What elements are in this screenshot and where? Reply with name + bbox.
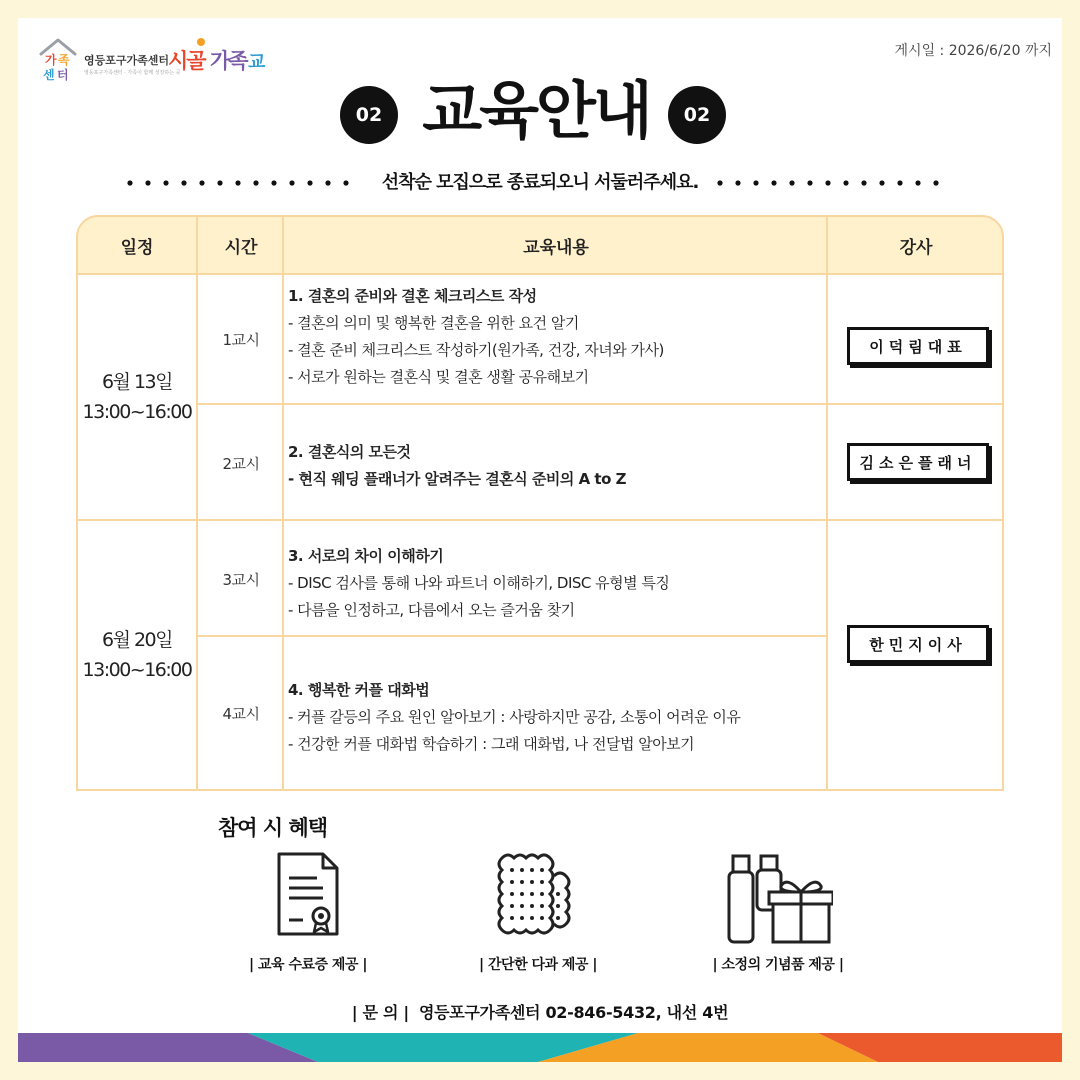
session-title: 4. 행복한 커플 대화법 bbox=[288, 681, 430, 699]
session-title: 2. 결혼식의 모든것 bbox=[288, 443, 411, 461]
benefit-snacks bbox=[438, 850, 638, 980]
benefits-title: 참여 시 혜택 bbox=[218, 816, 328, 840]
header-schedule: 일정 bbox=[120, 237, 154, 258]
cookie-icon bbox=[490, 850, 586, 946]
svg-text:시골: 시골 bbox=[168, 49, 205, 73]
session-content-3 bbox=[288, 543, 828, 624]
session-line: - 서로가 원하는 결혼식 및 결혼 생활 공유해보기 bbox=[288, 368, 589, 386]
session-line: - 커플 갈등의 주요 원인 알아보기 : 사랑하지만 공감, 소통이 어려운 이유 bbox=[288, 708, 741, 726]
session-line: - 현직 웨딩 플래너가 알려주는 결혼식 준비의 A to Z bbox=[288, 470, 627, 488]
date-time: 13:00~16:00 bbox=[82, 401, 192, 423]
period-2: 2교시 bbox=[222, 455, 260, 473]
period-1: 1교시 bbox=[222, 331, 260, 349]
contact-label: | 문 의 | bbox=[351, 1003, 409, 1022]
page-title: 교육안내 bbox=[422, 74, 650, 147]
benefit-certificate bbox=[208, 850, 408, 980]
lecturer-tag-1: 이덕림대표 bbox=[847, 327, 989, 365]
period-4: 4교시 bbox=[222, 705, 260, 723]
title-row bbox=[18, 76, 1062, 146]
lecturer-tag-2: 김소은플래너 bbox=[847, 443, 989, 481]
period-3: 3교시 bbox=[222, 571, 260, 589]
header-content: 교육내용 bbox=[523, 237, 589, 258]
session-content-2 bbox=[288, 439, 828, 493]
poster-card bbox=[18, 18, 1062, 1062]
benefit-label: | 교육 수료증 제공 | bbox=[249, 957, 367, 973]
svg-text:센: 센 bbox=[43, 68, 55, 82]
center-name: 영등포구가족센터 bbox=[84, 54, 170, 67]
schedule-table bbox=[76, 215, 1004, 791]
gift-icon bbox=[723, 850, 833, 946]
dot-divider-right bbox=[716, 179, 952, 187]
svg-text:족: 족 bbox=[58, 53, 70, 67]
header-time: 시간 bbox=[224, 237, 258, 258]
header-lecturer: 강사 bbox=[899, 237, 933, 258]
session-content-4 bbox=[288, 677, 828, 758]
date-time: 13:00~16:00 bbox=[82, 659, 192, 681]
certificate-icon bbox=[273, 850, 343, 940]
date-day: 6월 20일 bbox=[101, 629, 172, 651]
session-line: - 결혼의 의미 및 행복한 결혼을 위한 요건 알기 bbox=[288, 314, 579, 332]
svg-text:가: 가 bbox=[45, 53, 57, 67]
svg-text:가족: 가족 bbox=[210, 49, 247, 73]
svg-text:교: 교 bbox=[248, 52, 266, 73]
session-content-1 bbox=[288, 283, 828, 391]
session-title: 1. 결혼의 준비와 결혼 체크리스트 작성 bbox=[288, 287, 537, 305]
benefit-souvenir bbox=[668, 850, 888, 980]
center-subtitle: 영등포구가족센터 · 가족이 함께 성장하는 곳 bbox=[84, 70, 181, 76]
benefit-label: | 소정의 기념품 제공 | bbox=[712, 957, 844, 973]
date-cell-1 bbox=[76, 367, 198, 427]
benefit-label: | 간단한 다과 제공 | bbox=[479, 957, 597, 973]
date-day: 6월 13일 bbox=[101, 371, 172, 393]
date-cell-2 bbox=[76, 625, 198, 685]
svg-text:터: 터 bbox=[57, 68, 69, 82]
session-line: - 결혼 준비 체크리스트 작성하기(원가족, 건강, 자녀와 가사) bbox=[288, 341, 664, 359]
number-badge-right: 02 bbox=[668, 86, 726, 144]
session-title: 3. 서로의 차이 이해하기 bbox=[288, 547, 444, 565]
contact-text: 영등포구가족센터 02-846-5432, 내선 4번 bbox=[418, 1003, 729, 1022]
contact-info bbox=[18, 1000, 1062, 1023]
color-stripe bbox=[18, 1033, 1062, 1062]
session-line: - 다름을 인정하고, 다름에서 오는 즐거움 찾기 bbox=[288, 601, 575, 619]
program-logo bbox=[168, 36, 268, 76]
notice-text: 선착순 모집으로 종료되오니 서둘러주세요. bbox=[381, 172, 699, 193]
session-line: - DISC 검사를 통해 나와 파트너 이해하기, DISC 유형별 특징 bbox=[288, 574, 670, 592]
lecturer-tag-3: 한민지이사 bbox=[847, 625, 989, 663]
post-date: 게시일 : 2026/6/20 까지 bbox=[894, 43, 1052, 59]
number-badge-left: 02 bbox=[340, 86, 398, 144]
session-line: - 건강한 커플 대화법 학습하기 : 그래 대화법, 나 전달법 알아보기 bbox=[288, 735, 695, 753]
